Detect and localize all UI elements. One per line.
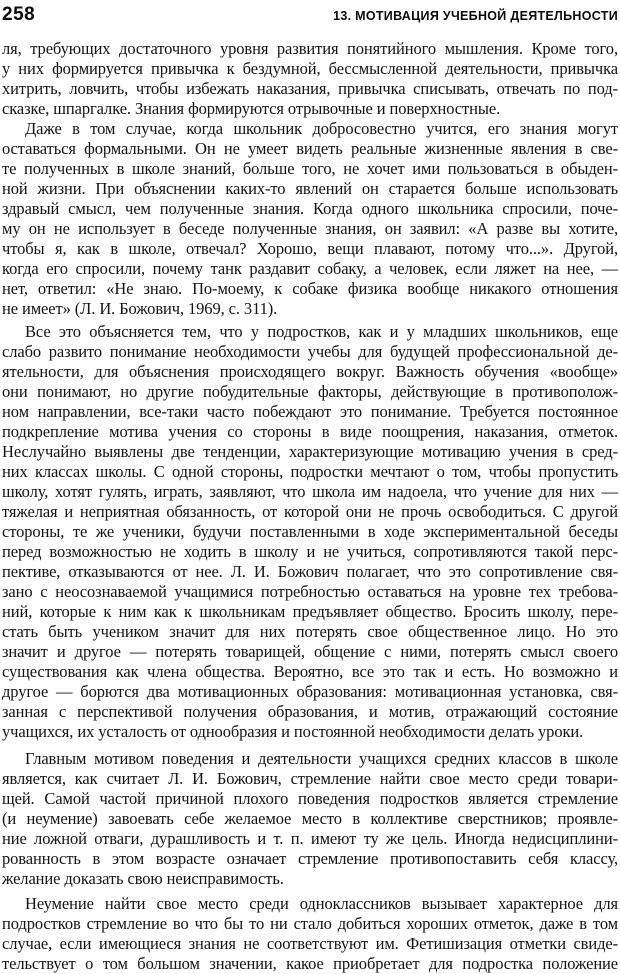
text-line: стороны, те же ученики, будучи поставленными в ходе экспериментальной беседы xyxy=(2,522,618,541)
text-line: Неумение найти свое место среди одноклассников вызывает характерное для xyxy=(25,894,618,913)
text-line: ние ложной отваги, дурашливость и т. п. имеют ту же цель. Иногда недисциплини- xyxy=(2,829,618,848)
paragraph xyxy=(2,749,618,889)
text-line: ятельности, для объяснения происходящего вокруг. Важность обучения «вообще» xyxy=(2,362,618,381)
text-line: учащихся, их усталость от однообразия и постоянной необходимости делать уроки. xyxy=(2,722,584,741)
paragraph xyxy=(2,39,618,119)
paragraph xyxy=(2,119,618,319)
text-line: Все это объясняется тем, что у подростков, как и у младших школьников, еще xyxy=(25,322,618,341)
text-line: они понимают, но другие побудительные факторы, действующие в противополож- xyxy=(2,382,618,401)
text-line: школу, хотят гулять, играть, заявляют, что школа им надоела, что учение для них — xyxy=(2,482,618,501)
text-line: ной жизни. При объяснении каких-то явлений он старается больше использовать xyxy=(2,179,618,198)
text-line: случае, если имеющиеся знания не соответствуют им. Фетишизация отметки свиде- xyxy=(2,934,618,953)
text-line: чтобы я, как в школе, отвечал? Хорошо, вещи плавают, потому что...». Другой, xyxy=(2,239,618,258)
text-line: пективе, отказываются от нее. Л. И. Божович полагает, что это сопротивление свя- xyxy=(2,562,618,581)
text-line: оставаться формальными. Он не умеет видеть реальные жизненные явления в све- xyxy=(2,139,618,158)
paragraph xyxy=(2,322,618,742)
text-line: тельствует о том большом значении, какое приобретает для подростка положение xyxy=(2,954,618,973)
page-number: 258 xyxy=(2,4,36,25)
text-line: подкрепление мотива учения со стороны в виде поощрения, наказания, отметок. xyxy=(2,422,618,441)
text-line: ном направлении, все-таки часто побеждают это понимание. Требуется постоянное xyxy=(2,402,618,421)
text-line: му он не использует в беседе полученные знания, он заявил: «А разве вы хотите, xyxy=(2,219,618,238)
text-line: них классах школы. С одной стороны, подростки мечтают о том, чтобы пропустить xyxy=(2,462,618,481)
text-line: щей. Самой частой причиной плохого поведения подростков является стремление xyxy=(2,789,618,808)
chapter-running-title: 13. МОТИВАЦИЯ УЧЕБНОЙ ДЕЯТЕЛЬНОСТИ xyxy=(333,9,618,23)
text-line: когда его спросили, почему танк раздавит собаку, а человек, если ляжет на нее, — xyxy=(2,259,618,278)
text-line: нет, ответил: «Не знаю. По-моему, к собаке физика вообще никакого отношения xyxy=(2,279,618,298)
text-line: подростков стремление во что бы то ни стало добиться хороших отметок, даже в том xyxy=(2,914,618,933)
text-line: те полученных в школе знаний, больше того, не хочет ими пользоваться в обыден- xyxy=(2,159,618,178)
text-line: зано с неосознаваемой учащимися потребностью оставаться на уровне тех требова- xyxy=(2,582,618,601)
text-line: тяжелая и неприятная обязанность, от которой они не прочь освободиться. С другой xyxy=(2,502,618,521)
text-line: стать быть учеником значит для них потерять свое общественное лицо. Но это xyxy=(2,622,618,641)
text-line: Даже в том случае, когда школьник добросовестно учится, его знания могут xyxy=(25,119,618,138)
text-line: другое — борются два мотивационных образования: мотивационная установка, свя- xyxy=(2,682,618,701)
text-line: желание доказать свою неисправимость. xyxy=(2,869,284,888)
page-text xyxy=(2,39,618,974)
text-line: у них формируется привычка к бездумной, бессмысленной деятельности, привычка xyxy=(2,59,618,78)
text-line: Неслучайно выявлены две тенденции, характеризующие мотивацию учения в сред- xyxy=(2,442,618,461)
text-line: занная с перспективой получения образования, и мотив, отражающий состояние xyxy=(2,702,618,721)
paragraph xyxy=(2,894,618,974)
text-line: слабо развито понимание необходимости учебы для будущей профессиональной де- xyxy=(2,342,618,361)
text-line: хитрить, ловчить, чтобы избежать наказания, привычка списывать, отвечать по под- xyxy=(2,79,618,98)
text-line: не имеет» (Л. И. Божович, 1969, с. 311). xyxy=(2,299,278,318)
text-line: перед возможностью не ходить в школу и не учиться, сопротивляются такой перс- xyxy=(2,542,618,561)
page-header xyxy=(2,4,618,26)
text-line: ний, которые к ним как к школьникам предъявляет общество. Бросить школу, пере- xyxy=(2,602,618,621)
text-line: ля, требующих достаточного уровня развития понятийного мышления. Кроме того, xyxy=(2,39,618,58)
text-line: рованность в этом возрасте означает стремление противопоставить себя классу, xyxy=(2,849,618,868)
text-line: здравый смысл, чем полученные знания. Когда одного школьника спросили, поче- xyxy=(2,199,618,218)
text-line: значит и другое — потерять товарищей, общение с ними, потерять смысл своего xyxy=(2,642,618,661)
text-line: является, как считает Л. И. Божович, стремление найти свое место среди товари- xyxy=(2,769,618,788)
text-line: сказке, шпаргалке. Знания формируются отрывочные и поверхностные. xyxy=(2,99,501,118)
text-line: Главным мотивом поведения и деятельности учащихся средних классов в школе xyxy=(25,749,618,768)
text-line: существования как члена общества. Вероятно, все это так и есть. Но возможно и xyxy=(2,662,618,681)
text-line: (и неумение) завоевать себе желаемое место в коллективе сверстников; проявле- xyxy=(2,809,618,828)
